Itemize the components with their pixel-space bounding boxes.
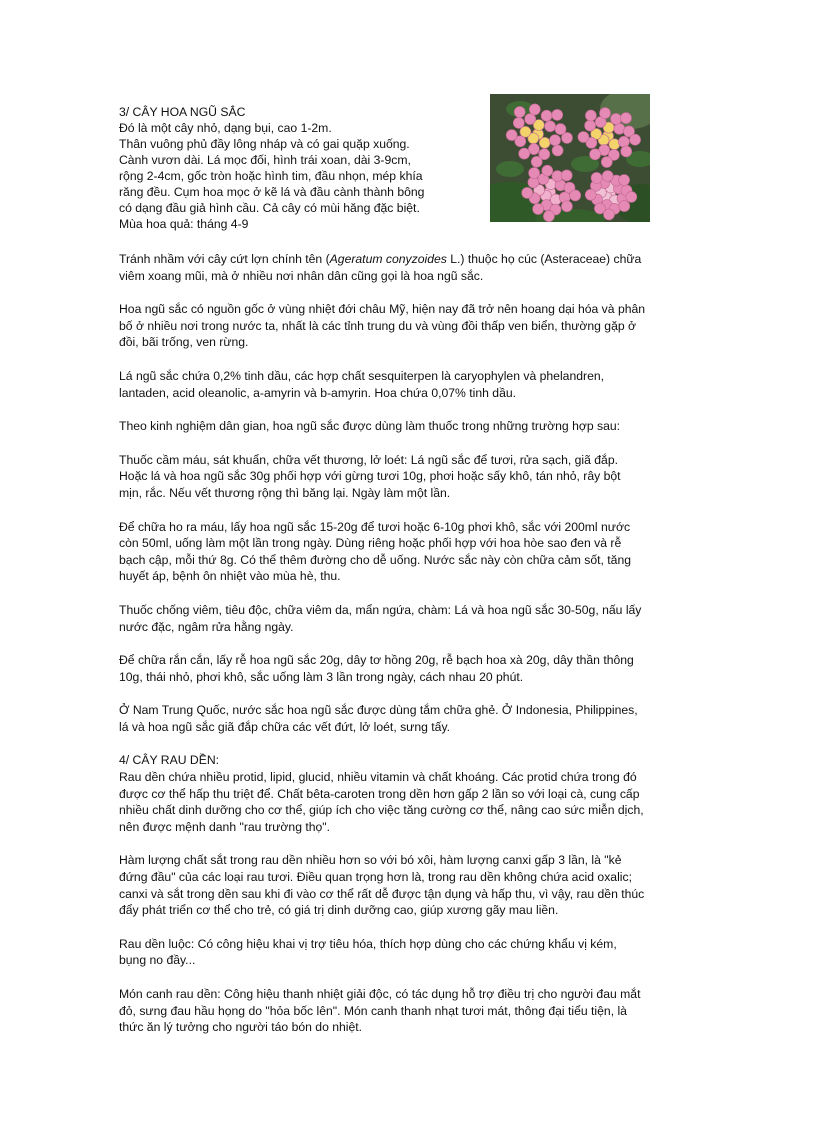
intro-line: Thân vuông phủ đầy lông nháp và có gai quặp xuống. — [119, 137, 410, 151]
paragraph: Rau dền luộc: Có công hiệu khai vị trợ tiêu hóa, thích hợp dùng cho các chứng khẩu vị kém, bụng no đầy... — [119, 936, 617, 968]
floret-shape — [585, 120, 596, 131]
floret-shape — [506, 130, 517, 141]
floret-shape — [585, 189, 596, 200]
floret-shape — [609, 139, 620, 150]
floret-shape — [552, 145, 563, 156]
floret-shape — [531, 156, 542, 167]
paragraph: Thuốc chống viêm, tiêu độc, chữa viêm da, mẩn ngứa, chàm: Lá và hoa ngũ sắc 30-50g, nấu lấy nước đặc, ngâm rửa hằng ngày. — [119, 602, 642, 634]
floret-shape — [602, 171, 613, 182]
floret-shape — [621, 146, 632, 157]
floret-shape — [570, 190, 581, 201]
paragraph: Hoa ngũ sắc có nguồn gốc ở vùng nhiệt đới châu Mỹ, hiện nay đã trở nên hoang dại hóa và phân bố ở nhiều nơi trong nước ta, nhất là các tỉnh trung du và vùng đồi thấp ven biển, thường gặp ở đồi, bãi trống, ven rừng. — [119, 302, 646, 350]
intro-line: Cành vươn dài. Lá mọc đối, hình trái xoan, dài 3-9cm, — [119, 153, 411, 167]
floret-shape — [585, 110, 596, 121]
floret-shape — [600, 108, 611, 119]
intro-line: răng đều. Cụm hoa mọc ở kẽ lá và đầu cành thành bông — [119, 185, 425, 199]
section-3-intro — [119, 104, 479, 232]
floret-shape — [522, 187, 533, 198]
floret-shape — [550, 135, 561, 146]
floret-shape — [529, 104, 540, 115]
floret-shape — [614, 123, 625, 134]
paragraph: Ở Nam Trung Quốc, nước sắc hoa ngũ sắc được dùng tắm chữa ghẻ. Ở Indonesia, Philippines, lá và hoa ngũ sắc giã đắp chữa các vết đứt, lở loét, sưng tấy. — [119, 703, 638, 734]
floret-shape — [542, 165, 553, 176]
paragraph: Món canh rau dền: Công hiệu thanh nhiệt giải độc, có tác dụng hỗ trợ điều trị cho người đau mắt đỏ, sưng đau hầu họng do "hỏa bốc lên". Món canh thanh nhạt tươi mát, thông đại tiểu tiện, là thức ăn lý tưởng cho người táo bón do nhiệt. — [119, 987, 641, 1035]
floret-shape — [590, 149, 601, 160]
floret-shape — [619, 201, 630, 212]
paragraph: Hàm lượng chất sắt trong rau dền nhiều hơn so với bó xôi, hàm lượng canxi gấp 3 lần, là "kẻ đứng đầu" của các loại rau tươi. Điều quan trọng hơn là, trong rau dền không chứa acid oxalic; canxi và sắt trong dền sau khi đi vào cơ thể rất dễ được tận dụng và hấp thu, vì vậy, rau dền thúc đẩy phát triển cơ thể cho trẻ, có giá trị dinh dưỡng cao, giúp xương gãy mau liền. — [119, 853, 645, 918]
paragraph-confusion — [119, 251, 703, 284]
lantana-flower-photo — [490, 94, 650, 222]
floret-shape — [611, 113, 622, 124]
text-run: Tránh nhầm với cây cứt lợn chính tên ( — [119, 252, 330, 266]
floret-shape — [578, 132, 589, 143]
paragraph: Rau dền chứa nhiều protid, lipid, glucid, nhiều vitamin và chất khoáng. Các protid chứa trong đó được cơ thể hấp thu triệt để. Chất bêta-caroten trong dền hơn gấp 2 lần so với loại cà, cung cấp nhiều chất dinh dưỡng cho cơ thể, giúp ích cho việc tăng cường cơ thể, nâng cao sức miễn dịch, nên được mệnh danh "rau trường thọ". — [119, 770, 644, 834]
paragraph: Thuốc cầm máu, sát khuẩn, chữa vết thương, lở loét: Lá ngũ sắc để tươi, rửa sạch, giã đắp. Hoặc lá và hoa ngũ sắc 30g phối hợp với gừng tươi 10g, phơi hoặc sấy khô, tán nhỏ, rây bột mịn, rắc. Nếu vết thương rộng thì băng lại. Ngày làm một lần. — [119, 452, 621, 500]
floret-shape — [618, 136, 629, 147]
floret-shape — [561, 201, 572, 212]
intro-line: rộng 2-4cm, gốc tròn hoặc hình tim, đầu nhọn, mép khía — [119, 169, 423, 183]
section-4-title: 4/ CÂY RAU DỀN: — [119, 753, 220, 768]
floret-shape — [539, 137, 550, 148]
intro-line: Mùa hoa quả: tháng 4-9 — [119, 217, 249, 231]
document-body — [119, 251, 703, 1036]
floret-shape — [513, 117, 524, 128]
flower-illustration — [490, 94, 650, 222]
floret-shape — [621, 113, 632, 124]
floret-shape — [529, 168, 540, 179]
floret-shape — [543, 211, 554, 222]
floret-shape — [619, 175, 630, 186]
section-3-title: 3/ CÂY HOA NGŨ SẮC — [119, 105, 246, 119]
floret-shape — [533, 204, 544, 215]
floret-shape — [562, 132, 573, 143]
floret-shape — [514, 107, 525, 118]
floret-shape — [630, 134, 641, 145]
floret-shape — [541, 110, 552, 121]
floret-shape — [591, 172, 602, 183]
floret-shape — [519, 148, 530, 159]
floret-shape — [601, 157, 612, 168]
floret-shape — [545, 121, 556, 132]
scientific-name: Ageratum conyzoides — [329, 252, 447, 266]
text-run: L.) thuộc họ cúc (Asteraceae) chữa viêm xoang mũi, mà ở nhiều nơi nhân dân cũng gọi là hoa ngũ sắc. — [119, 252, 642, 283]
intro-line: Đó là một cây nhỏ, dạng bụi, cao 1-2m. — [119, 121, 332, 135]
leaf-shape — [496, 161, 524, 177]
paragraph: Theo kinh nghiệm dân gian, hoa ngũ sắc được dùng làm thuốc trong những trường hợp sau: — [119, 419, 621, 434]
floret-shape — [528, 144, 539, 155]
paragraph: Để chữa ho ra máu, lấy hoa ngũ sắc 15-20g để tươi hoặc 6-10g phơi khô, sắc với 200ml nước còn 50ml, uống làm một lần trong ngày. Dùng riêng hoặc phối hợp với hoa hòe sao đen và rễ bạch cập, mỗi thứ 8g. Có thể thêm đường cho dễ uống. Nước sắc này còn chữa cảm sốt, tăng huyết áp, bệnh ôn nhiệt vào mùa hè, thu. — [119, 519, 632, 584]
floret-shape — [604, 209, 615, 220]
floret-shape — [626, 191, 637, 202]
paragraph: Để chữa rắn cắn, lấy rễ hoa ngũ sắc 20g, dây tơ hồng 20g, rễ bạch hoa xà 20g, dây thần thông 10g, thái nhỏ, phơi khô, sắc uống làm 3 lần trong ngày, cách nhau 20 phút. — [119, 653, 634, 684]
floret-shape — [552, 109, 563, 120]
floret-shape — [561, 170, 572, 181]
paragraph: Lá ngũ sắc chứa 0,2% tinh dầu, các hợp chất sesquiterpen là caryophylen và phelandren, lantaden, acid oleanolic, a-amyrin và b-amyrin. Hoa chứa 0,07% tinh dầu. — [119, 368, 605, 400]
intro-line: có dạng đầu giả hình cầu. Cả cây có mùi hăng đặc biệt. — [119, 201, 420, 215]
